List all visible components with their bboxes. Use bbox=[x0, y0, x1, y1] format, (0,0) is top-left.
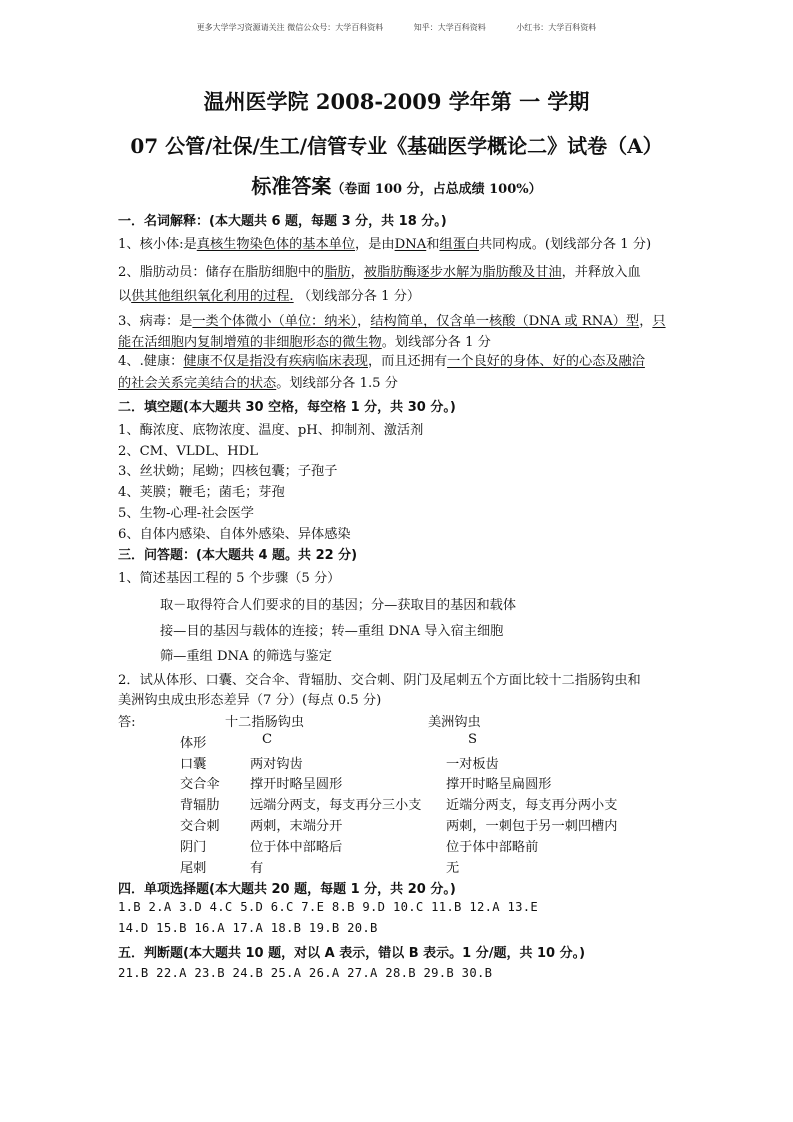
text: 。划线部分各 1 分 bbox=[381, 335, 491, 350]
s2-item-6: 6、自体内感染、自体外感染、异体感染 bbox=[118, 527, 351, 542]
text: 共同构成。(划线部分各 1 分) bbox=[478, 237, 652, 252]
header-note bbox=[0, 22, 793, 33]
underlined-text: 健康不仅是指没有疾病临床表现 bbox=[183, 354, 368, 369]
s1-q2-cont bbox=[118, 285, 420, 304]
text: ，而且还拥有 bbox=[367, 354, 448, 369]
header-note-wechat: 更多大学学习资源请关注 微信公众号：大学百科资料 bbox=[196, 23, 384, 32]
underlined-text: 能在活细胞内复制增殖的非细胞形态的微生物 bbox=[118, 335, 382, 350]
text: ， bbox=[639, 314, 653, 329]
row-feature: 背辐肋 bbox=[180, 798, 220, 813]
title-school-term: 温州医学院 2008-2009 学年第 一 学期 bbox=[203, 89, 590, 114]
row-duodenale: 远端分两支，每支再分三小支 bbox=[250, 798, 422, 813]
row-duodenale: 位于体中部略后 bbox=[250, 840, 343, 855]
s2-item-5: 5、生物-心理-社会医学 bbox=[118, 506, 254, 521]
underlined-text: 的社会关系完美结合的状态 bbox=[118, 376, 277, 391]
s3-q1: 1、简述基因工程的 5 个步骤（5 分） bbox=[118, 571, 341, 586]
s2-item-3: 3、丝状蚴；尾蚴；四核包囊；子孢子 bbox=[118, 464, 338, 479]
title-score-note: （卷面 100 分，占总成绩 100%） bbox=[331, 182, 542, 197]
text: （划线部分各 1 分） bbox=[293, 289, 421, 304]
section4-heading: 四．单项选择题(本大题共 20 题，每题 1 分，共 20 分。) bbox=[118, 882, 456, 897]
header-note-xiaohongshu: 小红书：大学百科资料 bbox=[516, 23, 597, 32]
text: 以 bbox=[118, 289, 132, 304]
answer-label: 答: bbox=[118, 715, 136, 730]
row-feature: 阴门 bbox=[180, 840, 207, 855]
s2-item-2: 2、CM、VLDL、HDL bbox=[118, 444, 258, 459]
s5-answers-line1: 21.B 22.A 23.B 24.B 25.A 26.A 27.A 28.B 29.B 30.B bbox=[118, 966, 493, 980]
underlined-text: 只 bbox=[652, 314, 666, 329]
s1-q3 bbox=[118, 310, 666, 329]
text: 3、病毒：是 bbox=[118, 314, 193, 329]
s1-q2 bbox=[118, 261, 641, 280]
underlined-text: 一个良好的身体、好的心态及融洽 bbox=[447, 354, 645, 369]
text: 2、脂肪动员：储存在脂肪细胞中的 bbox=[118, 265, 325, 280]
row-feature: 体形 bbox=[180, 736, 207, 751]
s3-q1-step-line1: 取－取得符合人们要求的目的基因；分—获取目的基因和载体 bbox=[160, 598, 517, 613]
row-duodenale: 两对钩齿 bbox=[250, 757, 303, 772]
row-americanus: 近端分两支，每支再分两小支 bbox=[446, 798, 618, 813]
section2-heading: 二．填空题(本大题共 30 空格，每空格 1 分，共 30 分。) bbox=[118, 400, 456, 415]
row-feature: 交合刺 bbox=[180, 819, 220, 834]
underlined-text: DNA bbox=[394, 237, 427, 252]
row-americanus: 一对板齿 bbox=[446, 757, 499, 772]
s3-q2-line1: 2．试从体形、口囊、交合伞、背辐肋、交合刺、阴门及尾刺五个方面比较十二指肠钩虫和 bbox=[118, 673, 641, 688]
row-americanus: 无 bbox=[446, 861, 460, 876]
row-duodenale: C bbox=[262, 732, 273, 747]
row-feature: 交合伞 bbox=[180, 777, 220, 792]
s3-q1-step-line2: 接—目的基因与载体的连接；转—重组 DNA 导入宿主细胞 bbox=[160, 624, 504, 639]
row-americanus: 两刺，一刺包于另一刺凹槽内 bbox=[446, 819, 618, 834]
title-course: 07 公管/社保/生工/信管专业《基础医学概论二》试卷（A） bbox=[130, 134, 663, 158]
s1-q4 bbox=[118, 350, 645, 369]
section3-heading: 三．问答题：(本大题共 4 题。共 22 分) bbox=[118, 548, 358, 563]
s4-answers-line1: 1.B 2.A 3.D 4.C 5.D 6.C 7.E 8.B 9.D 10.C 11.B 12.A 13.E bbox=[118, 900, 539, 914]
s3-q2-line2: 美洲钩虫成虫形态差异（7 分）(每点 0.5 分) bbox=[118, 693, 382, 708]
underlined-text: 一类个体微小（单位：纳米） bbox=[192, 314, 358, 329]
underlined-text: 被脂肪酶逐步水解为脂肪酸及甘油 bbox=[363, 265, 562, 280]
row-americanus: S bbox=[468, 732, 478, 747]
underlined-text: 真核生物染色体的基本单位 bbox=[196, 237, 356, 252]
row-feature: 尾刺 bbox=[180, 861, 207, 876]
s1-q4-cont bbox=[118, 372, 398, 391]
col-header-duodenale: 十二指肠钩虫 bbox=[225, 715, 305, 730]
s4-answers-line2: 14.D 15.B 16.A 17.A 18.B 19.B 20.B bbox=[118, 921, 378, 935]
s2-item-1: 1、酶浓度、底物浓度、温度、pH、抑制剂、激活剂 bbox=[118, 423, 424, 438]
underlined-text: 供其他组织氧化利用的过程. bbox=[131, 289, 294, 304]
underlined-text: 组蛋白 bbox=[439, 237, 479, 252]
section5-heading: 五．判断题(本大题共 10 题，对以 A 表示，错以 B 表示。1 分/题，共 10 分。) bbox=[118, 946, 586, 961]
text: ，并释放入血 bbox=[561, 265, 641, 280]
section1-heading: 一．名词解释：(本大题共 6 题，每题 3 分，共 18 分。) bbox=[118, 214, 447, 229]
text: ， bbox=[350, 265, 364, 280]
s2-item-4: 4、荚膜；鞭毛；菌毛；芽孢 bbox=[118, 485, 285, 500]
row-feature: 口囊 bbox=[180, 757, 207, 772]
text: 1、核小体:是 bbox=[118, 237, 197, 252]
underlined-text: 脂肪 bbox=[324, 265, 351, 280]
row-americanus: 撑开时略呈扁圆形 bbox=[446, 777, 552, 792]
row-duodenale: 有 bbox=[250, 861, 264, 876]
row-duodenale: 撑开时略呈圆形 bbox=[250, 777, 343, 792]
s3-q1-step-line3: 筛—重组 DNA 的筛选与鉴定 bbox=[160, 649, 332, 664]
text: 和 bbox=[426, 237, 440, 252]
row-americanus: 位于体中部略前 bbox=[446, 840, 539, 855]
header-note-zhihu: 知乎：大学百科资料 bbox=[413, 23, 486, 32]
text: 4、.健康： bbox=[118, 354, 184, 369]
col-header-americanus: 美洲钩虫 bbox=[428, 715, 481, 730]
text: 。划线部分各 1.5 分 bbox=[276, 376, 398, 391]
s1-q1 bbox=[118, 233, 651, 252]
text: ， bbox=[357, 314, 371, 329]
s1-q3-cont bbox=[118, 331, 491, 350]
title-answer-key bbox=[0, 170, 793, 199]
title-answer-key-main: 标准答案 bbox=[251, 174, 332, 198]
text: ，是由 bbox=[355, 237, 395, 252]
row-duodenale: 两刺，末端分开 bbox=[250, 819, 343, 834]
underlined-text: 结构简单，仅含单一核酸（DNA 或 RNA）型 bbox=[370, 314, 640, 329]
